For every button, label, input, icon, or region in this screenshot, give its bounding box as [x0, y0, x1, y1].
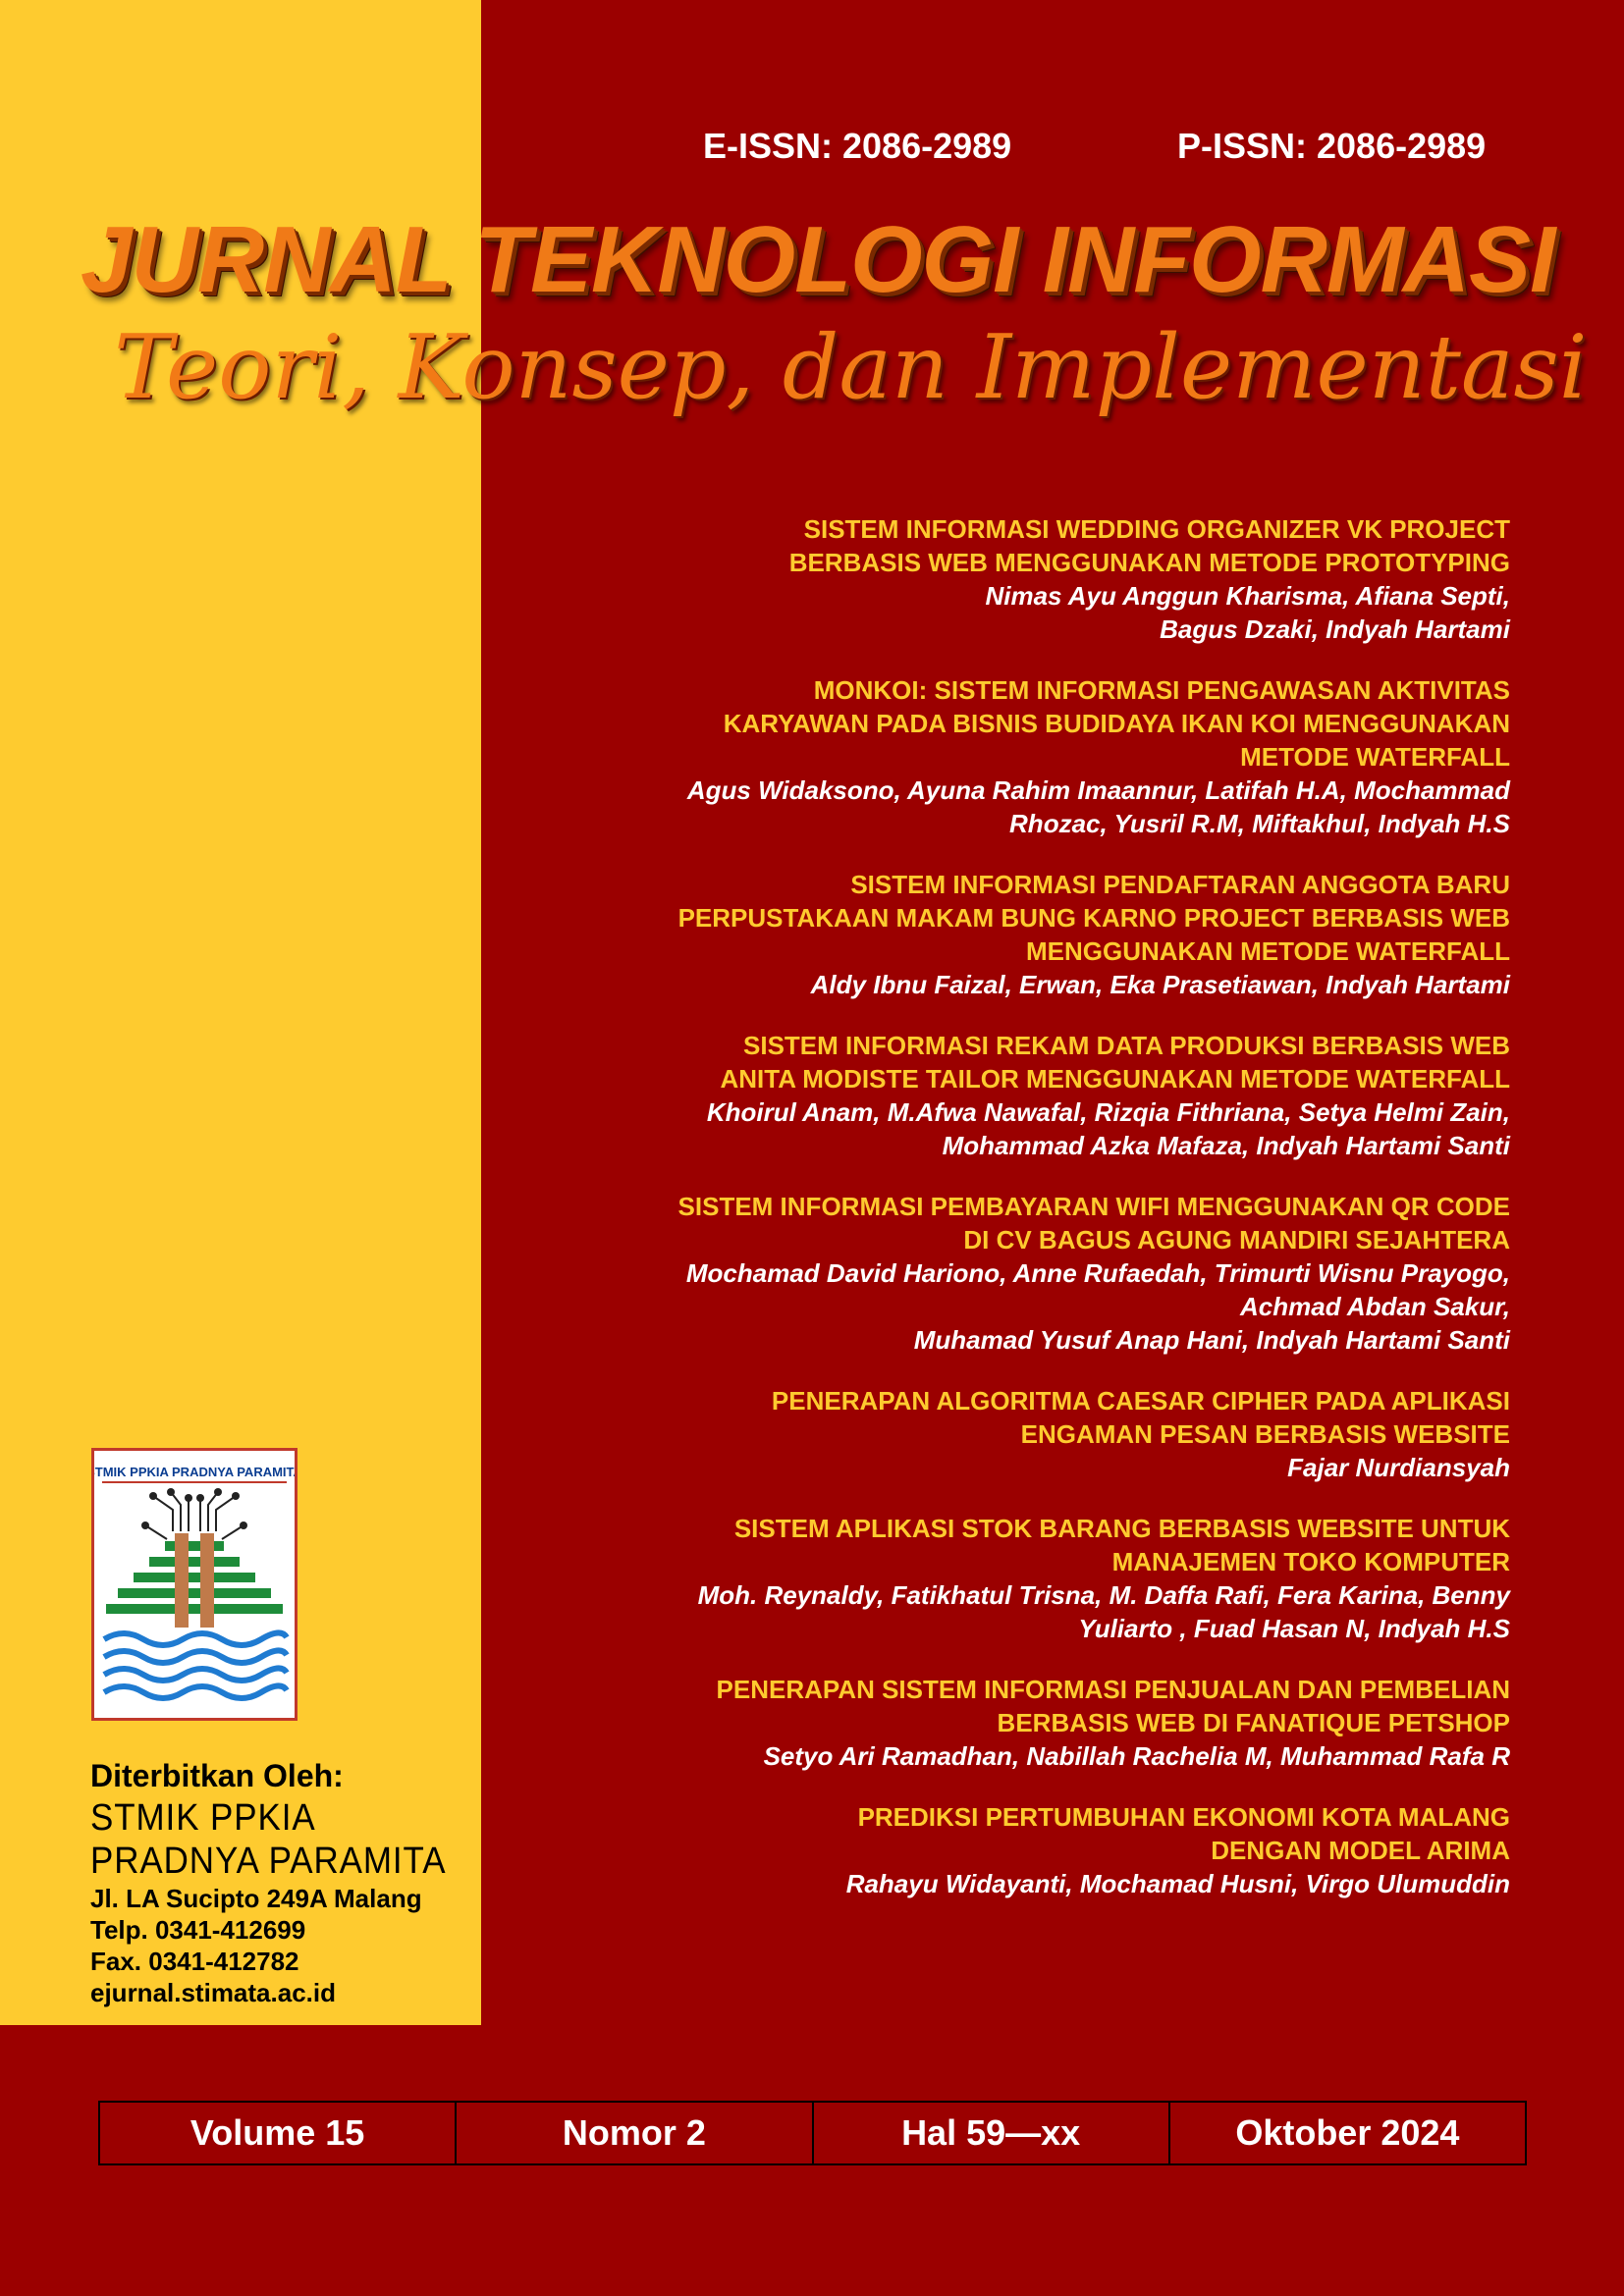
- article-title-line: BERBASIS WEB MENGGUNAKAN METODE PROTOTYPING: [788, 548, 1510, 577]
- article-entry: [518, 868, 1510, 1001]
- article-title-line: METODE WATERFALL: [1240, 742, 1510, 772]
- journal-subtitle: Teori, Konsep, dan Implementasi: [114, 316, 1588, 419]
- e-issn: E-ISSN: 2086-2989: [703, 126, 1012, 166]
- article-title-line: DENGAN MODEL ARIMA: [1211, 1836, 1510, 1865]
- logo-text: STMIK PPKIA PRADNYA PARAMITA: [94, 1465, 295, 1479]
- article-title-line: SISTEM INFORMASI PENDAFTARAN ANGGOTA BARU: [850, 870, 1510, 899]
- article-authors-line: Nimas Ayu Anggun Kharisma, Afiana Septi,: [985, 581, 1510, 611]
- publisher-fax: Fax. 0341-412782: [90, 1947, 299, 1976]
- article-entry: [518, 673, 1510, 840]
- publisher-telp: Telp. 0341-412699: [90, 1915, 306, 1945]
- institution-logo: [91, 1448, 298, 1721]
- article-title-line: PERPUSTAKAAN MAKAM BUNG KARNO PROJECT BERBASIS WEB: [677, 903, 1510, 933]
- p-issn: P-ISSN: 2086-2989: [1177, 126, 1487, 166]
- article-title-line: SISTEM INFORMASI PEMBAYARAN WIFI MENGGUNAKAN QR CODE: [677, 1192, 1510, 1221]
- date-cell: Oktober 2024: [1235, 2112, 1460, 2153]
- article-authors-line: Rahayu Widayanti, Mochamad Husni, Virgo Ulumuddin: [845, 1869, 1510, 1898]
- volume-cell: Volume 15: [100, 2103, 457, 2163]
- publisher-label: Diterbitkan Oleh:: [90, 1758, 344, 1793]
- article-title-line: SISTEM INFORMASI REKAM DATA PRODUKSI BERBASIS WEB: [743, 1031, 1510, 1060]
- article-authors-line: Muhamad Yusuf Anap Hani, Indyah Hartami Santi: [913, 1325, 1510, 1355]
- publisher-info: [90, 1755, 477, 2008]
- article-entry: [518, 1190, 1510, 1357]
- article-authors-line: Moh. Reynaldy, Fatikhatul Trisna, M. Daffa Rafi, Fera Karina, Benny: [697, 1580, 1510, 1610]
- journal-title: JURNAL TEKNOLOGI INFORMASI: [81, 207, 1555, 312]
- logo-emblem-icon: [94, 1451, 295, 1718]
- article-authors-line: Mochamad David Hariono, Anne Rufaedah, Trimurti Wisnu Prayogo,: [685, 1258, 1510, 1288]
- article-title-line: ANITA MODISTE TAILOR MENGGUNAKAN METODE WATERFALL: [720, 1064, 1510, 1094]
- publisher-name-line2: PRADNYA PARAMITA: [90, 1841, 447, 1882]
- article-entry: [518, 1800, 1510, 1900]
- article-title-line: KARYAWAN PADA BISNIS BUDIDAYA IKAN KOI MENGGUNAKAN: [723, 709, 1510, 738]
- article-title-line: SISTEM INFORMASI WEDDING ORGANIZER VK PROJECT: [803, 514, 1510, 544]
- article-title-line: ENGAMAN PESAN BERBASIS WEBSITE: [1020, 1419, 1510, 1449]
- nomor-cell: Nomor 2: [457, 2103, 813, 2163]
- article-authors-line: Rhozac, Yusril R.M, Miftakhul, Indyah H.S: [1009, 809, 1510, 838]
- article-authors-line: Mohammad Azka Mafaza, Indyah Hartami Santi: [942, 1131, 1510, 1160]
- article-title-line: MANAJEMEN TOKO KOMPUTER: [1111, 1547, 1510, 1576]
- article-authors-line: Khoirul Anam, M.Afwa Nawafal, Rizqia Fithriana, Setya Helmi Zain,: [706, 1097, 1510, 1127]
- article-entry: [518, 512, 1510, 646]
- article-entry: [518, 1029, 1510, 1162]
- article-authors-line: Achmad Abdan Sakur,: [1240, 1292, 1510, 1321]
- publisher-address: Jl. LA Sucipto 249A Malang: [90, 1884, 422, 1913]
- article-title-line: PENERAPAN SISTEM INFORMASI PENJUALAN DAN PEMBELIAN: [716, 1675, 1510, 1704]
- article-title-line: MONKOI: SISTEM INFORMASI PENGAWASAN AKTIVITAS: [813, 675, 1510, 705]
- issue-info-table: [98, 2101, 1527, 2165]
- article-entry: [518, 1384, 1510, 1484]
- article-authors-line: Bagus Dzaki, Indyah Hartami: [1160, 614, 1510, 644]
- publisher-website: ejurnal.stimata.ac.id: [90, 1978, 336, 2007]
- article-authors-line: Agus Widaksono, Ayuna Rahim Imaannur, Latifah H.A, Mochammad: [686, 775, 1510, 805]
- article-title-line: MENGGUNAKAN METODE WATERFALL: [1025, 936, 1510, 966]
- article-entry: [518, 1673, 1510, 1773]
- article-title-line: PREDIKSI PERTUMBUHAN EKONOMI KOTA MALANG: [857, 1802, 1510, 1832]
- article-entry: [518, 1512, 1510, 1645]
- article-title-line: BERBASIS WEB DI FANATIQUE PETSHOP: [997, 1708, 1510, 1737]
- article-title-line: DI CV BAGUS AGUNG MANDIRI SEJAHTERA: [963, 1225, 1510, 1255]
- publisher-name-line1: STMIK PPKIA: [90, 1797, 316, 1839]
- article-title-line: PENERAPAN ALGORITMA CAESAR CIPHER PADA APLIKASI: [771, 1386, 1510, 1415]
- pages-cell: Hal 59—xx: [814, 2103, 1170, 2163]
- article-authors-line: Aldy Ibnu Faizal, Erwan, Eka Prasetiawan, Indyah Hartami: [810, 970, 1510, 999]
- table-of-contents: [518, 512, 1510, 1928]
- article-authors-line: Yuliarto , Fuad Hasan N, Indyah H.S: [1078, 1614, 1510, 1643]
- article-title-line: SISTEM APLIKASI STOK BARANG BERBASIS WEBSITE UNTUK: [733, 1514, 1510, 1543]
- article-authors-line: Fajar Nurdiansyah: [1287, 1453, 1510, 1482]
- article-authors-line: Setyo Ari Ramadhan, Nabillah Rachelia M, Muhammad Rafa R: [763, 1741, 1510, 1771]
